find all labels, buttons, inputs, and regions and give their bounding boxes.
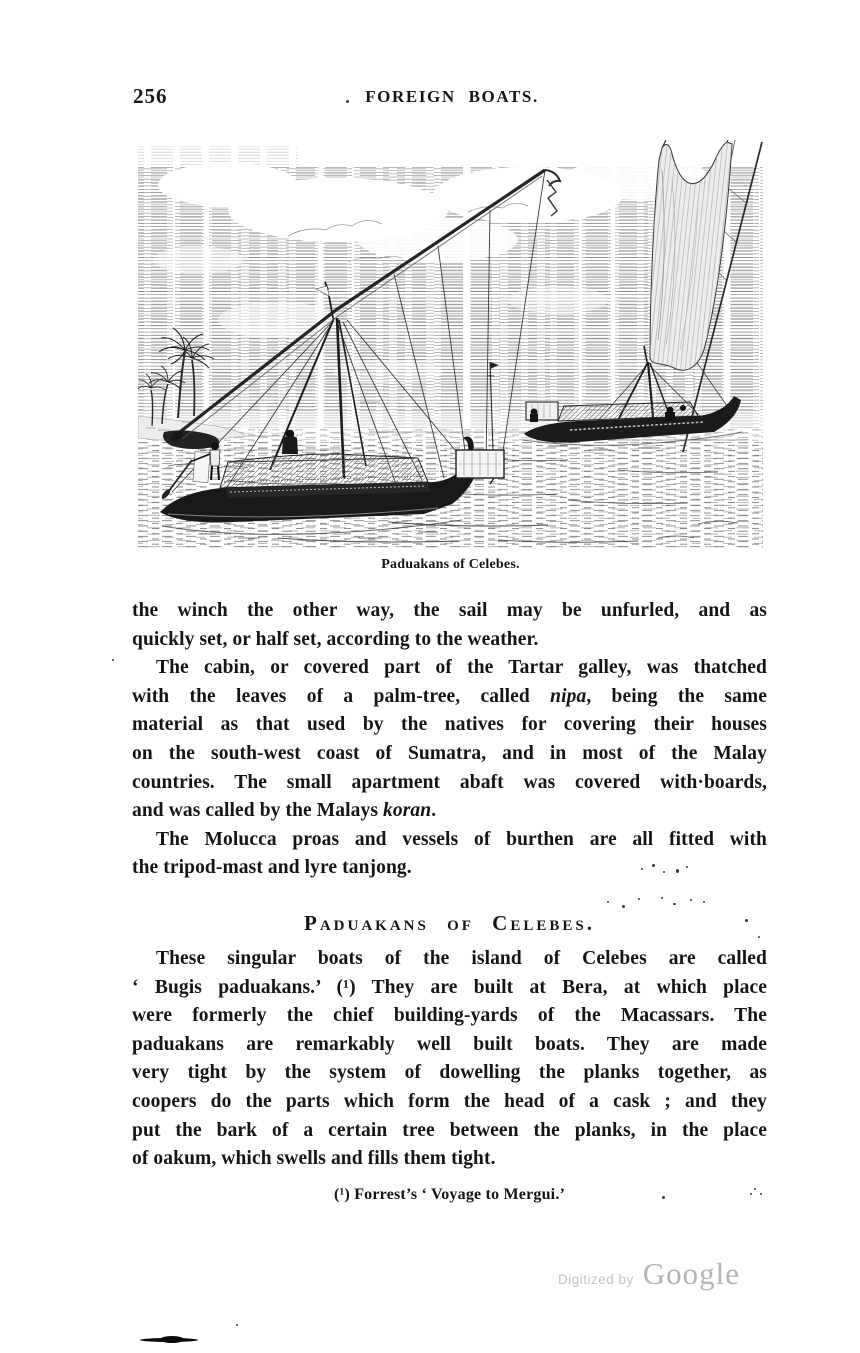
text-line: the winch the other way, the sail may be unfurled, and as [132, 600, 767, 621]
text-line: of oakum, which swells and fills them tight. [132, 1148, 496, 1170]
boat-engraving [138, 140, 763, 548]
text-line: the tripod-mast and lyre tanjong. [132, 857, 412, 879]
text-line: on the south-west coast of Sumatra, and in most of the Malay [132, 742, 767, 764]
text-line: put the bark of a certain tree between the planks, in the place [132, 1119, 767, 1141]
text-line: ‘ Bugis paduakans.’ (¹) They are built at Bera, at which place [132, 976, 767, 998]
footnote: (¹) Forrest’s ‘ Voyage to Mergui.’ [333, 1185, 566, 1203]
text-line: countries. The small apartment abaft was covered with·boards, [132, 771, 767, 793]
text-line: The Molucca proas and vessels of burthen are all fitted with [156, 828, 767, 850]
watermark-prefix: Digitized by [557, 1272, 634, 1287]
text-line: material as that used by the natives for covering their houses [132, 714, 767, 736]
page-number: 256 [133, 84, 168, 108]
text-line: coopers do the parts which form the head of a cask ; and they [132, 1090, 767, 1112]
text-line: quickly set, or half set, according to the weather. [132, 628, 539, 650]
section-heading: Paduakans of Celebes. [304, 910, 595, 935]
text-line: with the leaves of a palm-tree, called nipa, being the same [132, 685, 768, 707]
body-text [132, 597, 767, 1204]
illustration-caption: Paduakans of Celebes. [381, 557, 520, 572]
paragraph [132, 654, 767, 826]
digitization-watermark [558, 1256, 740, 1292]
paragraph [132, 826, 767, 883]
paragraph [132, 597, 767, 654]
text-line: paduakans are remarkably well built boats. They are made [132, 1033, 767, 1055]
text-line: and was called by the Malays koran. [132, 800, 437, 822]
paragraph [132, 945, 767, 1174]
text-line: very tight by the system of dowelling the planks together, as [132, 1062, 767, 1084]
running-header: FOREIGN BOATS. [365, 87, 539, 106]
google-logo: Google [642, 1256, 740, 1291]
text-line: The cabin, or covered part of the Tartar galley, was thatched [156, 657, 767, 679]
text-line: were formerly the chief building-yards of the Macassars. The [132, 1005, 767, 1027]
text-line: These singular boats of the island of Celebes are called [156, 947, 767, 969]
